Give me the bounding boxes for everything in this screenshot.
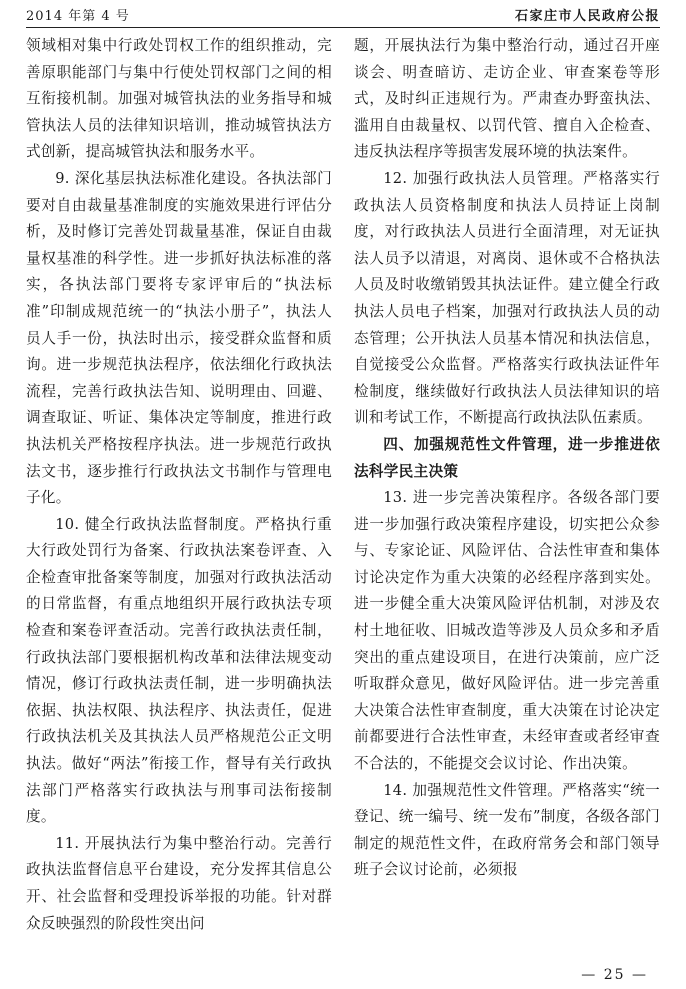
- left-column: [26, 33, 332, 959]
- issue-label: 2014 年第 4 号: [26, 9, 130, 24]
- body-paragraph: 领域相对集中行政处罚权工作的组织推动，完善原职能部门与集中行使处罚权部门之间的相互衔接机制。加强对城管执法的业务指导和城管执法人员的法律知识培训，推动城管执法方式创新，提高城管执法和服务水平。: [26, 37, 332, 161]
- section-heading: 四、加强规范性文件管理，进一步推进依法科学民主决策: [354, 435, 660, 480]
- right-column: [354, 33, 660, 959]
- body-paragraph: 10. 健全行政执法监督制度。严格执行重大行政处罚行为备案、行政执法案卷评查、入企检查审批备案等制度，加强对行政执法活动的日常监督，有重点地组织开展行政执法专项检查和案卷评查活动。完善行政执法责任制，行政执法部门要根据机构改革和法律法规变动情况，修订行政执法责任制，进一步明确执法依据、执法权限、执法程序、执法责任，促进行政执法机关及其执法人员严格规范公正文明执法。做好“两法”衔接工作，督导有关行政执法部门严格落实行政执法与刑事司法衔接制度。: [26, 515, 332, 826]
- body-paragraph: 9. 深化基层执法标准化建设。各执法部门要对自由裁量基准制度的实施效果进行评估分析，及时修订完善处罚裁量基准，保证自由裁量权基准的科学性。进一步抓好执法标准的落实，各执法部门要将专家评审后的“执法标准”印制成规范统一的“执法小册子”，执法人员人手一份，执法时出示，接受群众监督和质询。进一步规范执法程序，依法细化行政执法流程，完善行政执法告知、说明理由、回避、调查取证、听证、集体决定等制度，推进行政执法机关严格按程序执法。进一步规范行政执法文书，逐步推行行政执法文书制作与管理电子化。: [26, 169, 332, 507]
- body-columns: [26, 33, 660, 959]
- body-paragraph: 14. 加强规范性文件管理。严格落实“统一登记、统一编号、统一发布”制度，各级各部门制定的规范性文件，在政府常务会和部门领导班子会议讨论前，必须报: [354, 781, 660, 879]
- body-paragraph: 13. 进一步完善决策程序。各级各部门要进一步加强行政决策程序建设，切实把公众参与、专家论证、风险评估、合法性审查和集体讨论决定作为重大决策的必经程序落到实处。进一步健全重大决策风险评估机制，对涉及农村土地征收、旧城改造等涉及人员众多和矛盾突出的重点建设项目，在进行决策前，应广泛听取群众意见，做好风险评估。进一步完善重大决策合法性审查制度，重大决策在讨论决定前都要进行合法性审查，未经审查或者经审查不合法的，不能提交会议讨论、作出决策。: [354, 489, 660, 773]
- page-header: [26, 0, 660, 28]
- body-paragraph: 12. 加强行政执法人员管理。严格落实行政执法人员资格制度和执法人员持证上岗制度，对行政执法人员进行全面清理，对无证执法人员予以清退，对离岗、退休或不合格执法人员及时收缴销毁其执法证件。建立健全行政执法人员电子档案，加强对行政执法人员的动态管理；公开执法人员基本情况和执法信息，自觉接受公众监督。严格落实行政执法证件年检制度，继续做好行政执法人员法律知识的培训和考试工作，不断提高行政执法队伍素质。: [354, 169, 660, 427]
- body-paragraph: 11. 开展执法行为集中整治行动。完善行政执法监督信息平台建设，充分发挥其信息公开、社会监督和受理投诉举报的功能。针对群众反映强烈的阶段性突出问: [26, 834, 332, 932]
- page-number: — 25 —: [581, 967, 648, 983]
- publication-title: 石家庄市人民政府公报: [514, 9, 660, 24]
- body-paragraph: 题，开展执法行为集中整治行动，通过召开座谈会、明查暗访、走访企业、审查案卷等形式，及时纠正违规行为。严肃查办野蛮执法、滥用自由裁量权、以罚代管、擅自入企检查、违反执法程序等损害发展环境的执法案件。: [354, 37, 660, 161]
